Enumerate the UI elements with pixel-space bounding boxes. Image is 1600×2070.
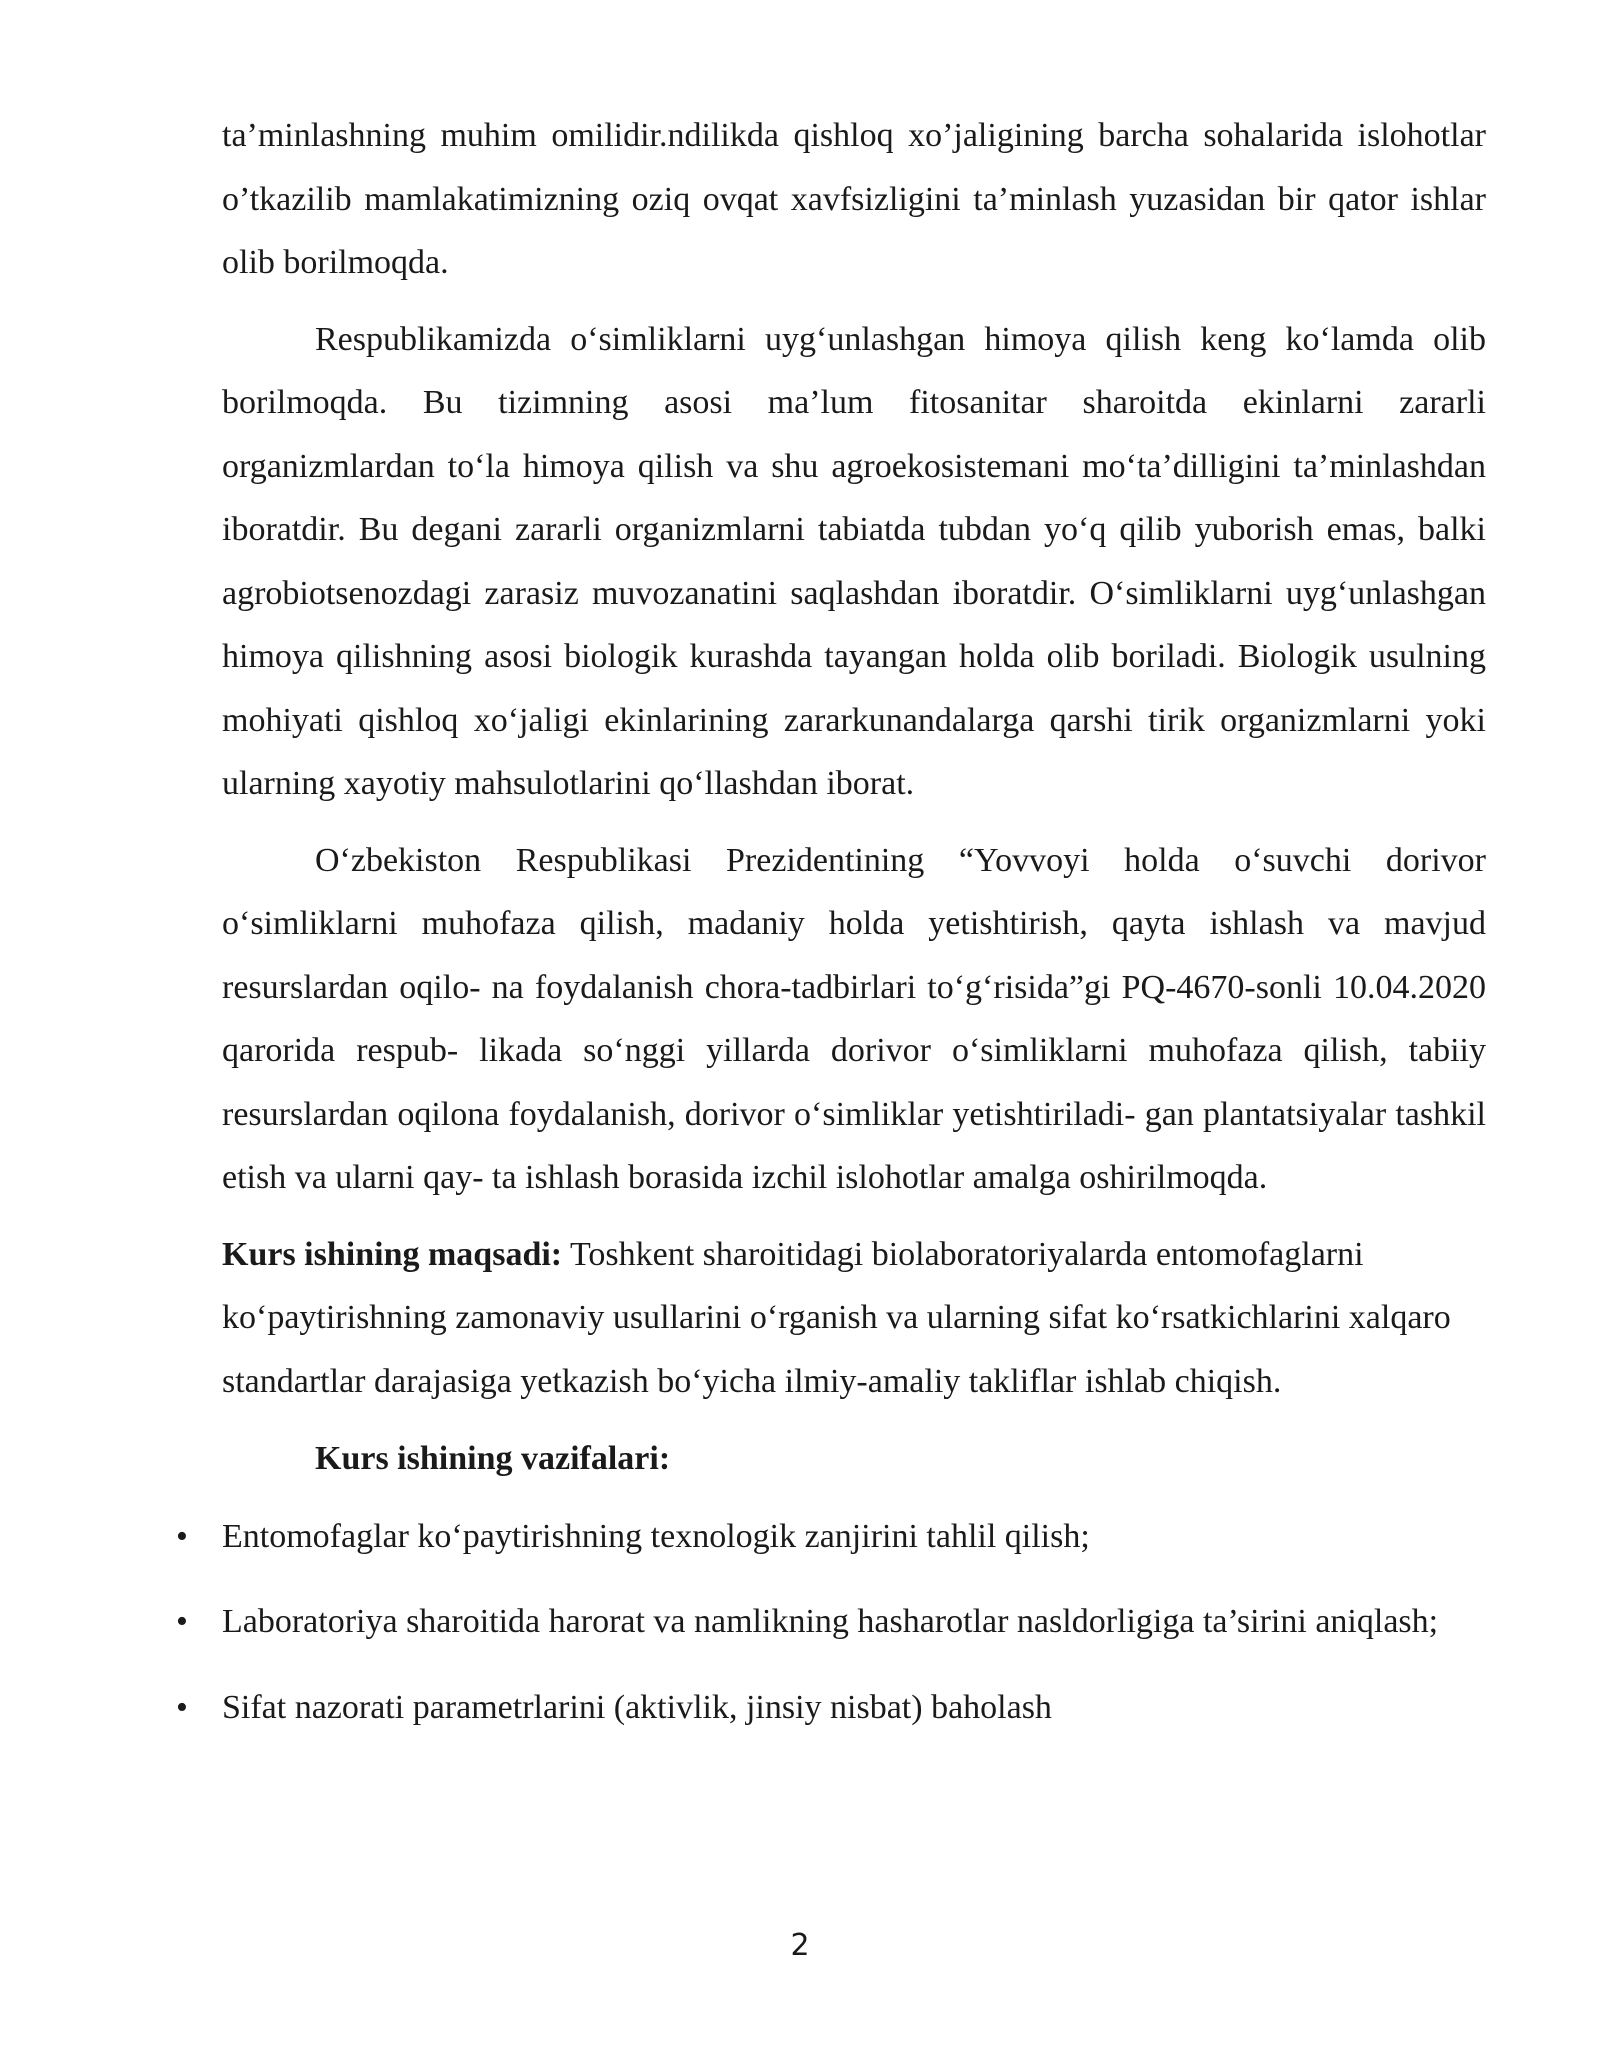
- task-text: Entomofaglar ko‘paytirishning texnologik zanjirini tahlil qilish;: [222, 1517, 1090, 1555]
- list-item: [176, 1505, 1486, 1569]
- bullet-icon: •: [176, 1603, 188, 1640]
- list-item: [176, 1676, 1486, 1740]
- course-goal-text: Toshkent sharoitidagi biolaboratoriyalarda entomofaglarni ko‘paytirishning zamonaviy usullarini o‘rganish va ularning sifat ko‘rsatkichlarini xalqaro standartlar darajasiga yetkazish bo‘yicha ilmiy-amaliy takliflar ishlab chiqish.: [222, 1235, 1451, 1400]
- task-text: Sifat nazorati parametrlarini (aktivlik, jinsiy nisbat) baholash: [222, 1688, 1052, 1726]
- course-tasks-heading: Kurs ishining vazifalari:: [315, 1440, 671, 1477]
- paragraph-intro: ta’minlashning muhim omilidir.ndilikda qishloq xo’jaligining barcha sohalarida islohotlar o’tkazilib mamlakatimizning oziq ovqat xavfsizligini ta’minlash yuzasidan bir qator ishlar olib borilmoqda.: [222, 117, 1486, 281]
- list-item: [176, 1590, 1486, 1654]
- task-text: Laboratoriya sharoitida harorat va namlikning hasharotlar nasldorligiga ta’sirini aniqlash;: [222, 1603, 1439, 1640]
- document-page: [176, 104, 1486, 1761]
- course-goal-label: Kurs ishining maqsadi:: [222, 1235, 563, 1273]
- paragraph-integrated-protection: Respublikamizda o‘simliklarni uyg‘unlashgan himoya qilish keng ko‘lamda olib borilmoqda. Bu tizimning asosi ma’lum fitosanitar sharoitda ekinlarni zararli organizmlardan to‘la himoya qilish va shu agroekosistemani mo‘ta’dilligini ta’minlashdan iboratdir. Bu degani zararli organizmlarni tabiatda tubdan yo‘q qilib yuborish emas, balki agrobiotsenozdagi zarasiz muvozanatini saqlashdan iboratdir. O‘simliklarni uyg‘unlashgan himoya qilishning asosi biologik kurashda tayangan holda olib boriladi. Biologik usulning mohiyati qishloq xo‘jaligi ekinlarining zararkunandalarga qarshi tirik organizmlarni yoki ularning xayotiy mahsulotlarini qo‘llashdan iborat.: [222, 320, 1486, 802]
- paragraph-presidential-decree: O‘zbekiston Respublikasi Prezidentining “Yovvoyi holda o‘suvchi dorivor o‘simliklarni muhofaza qilish, madaniy holda yetishtirish, qayta ishlash va mavjud resurslardan oqilo- na foydalanish chora-tadbirlari to‘g‘risida”gi PQ-4670-sonli 10.04.2020 qarorida respub- likada so‘nggi yillarda dorivor o‘simliklarni muhofaza qilish, tabiiy resurslardan oqilona foydalanish, dorivor o‘simliklar yetishtiriladi- gan plantatsiyalar tashkil etish va ularni qay- ta ishlash borasida izchil islohotlar amalga oshirilmoqda.: [222, 841, 1486, 1196]
- page-number: 2: [790, 1928, 810, 1963]
- bullet-icon: •: [176, 1517, 188, 1555]
- course-goal: [222, 1223, 1486, 1414]
- course-tasks-list: [176, 1505, 1486, 1740]
- bullet-icon: •: [176, 1688, 188, 1726]
